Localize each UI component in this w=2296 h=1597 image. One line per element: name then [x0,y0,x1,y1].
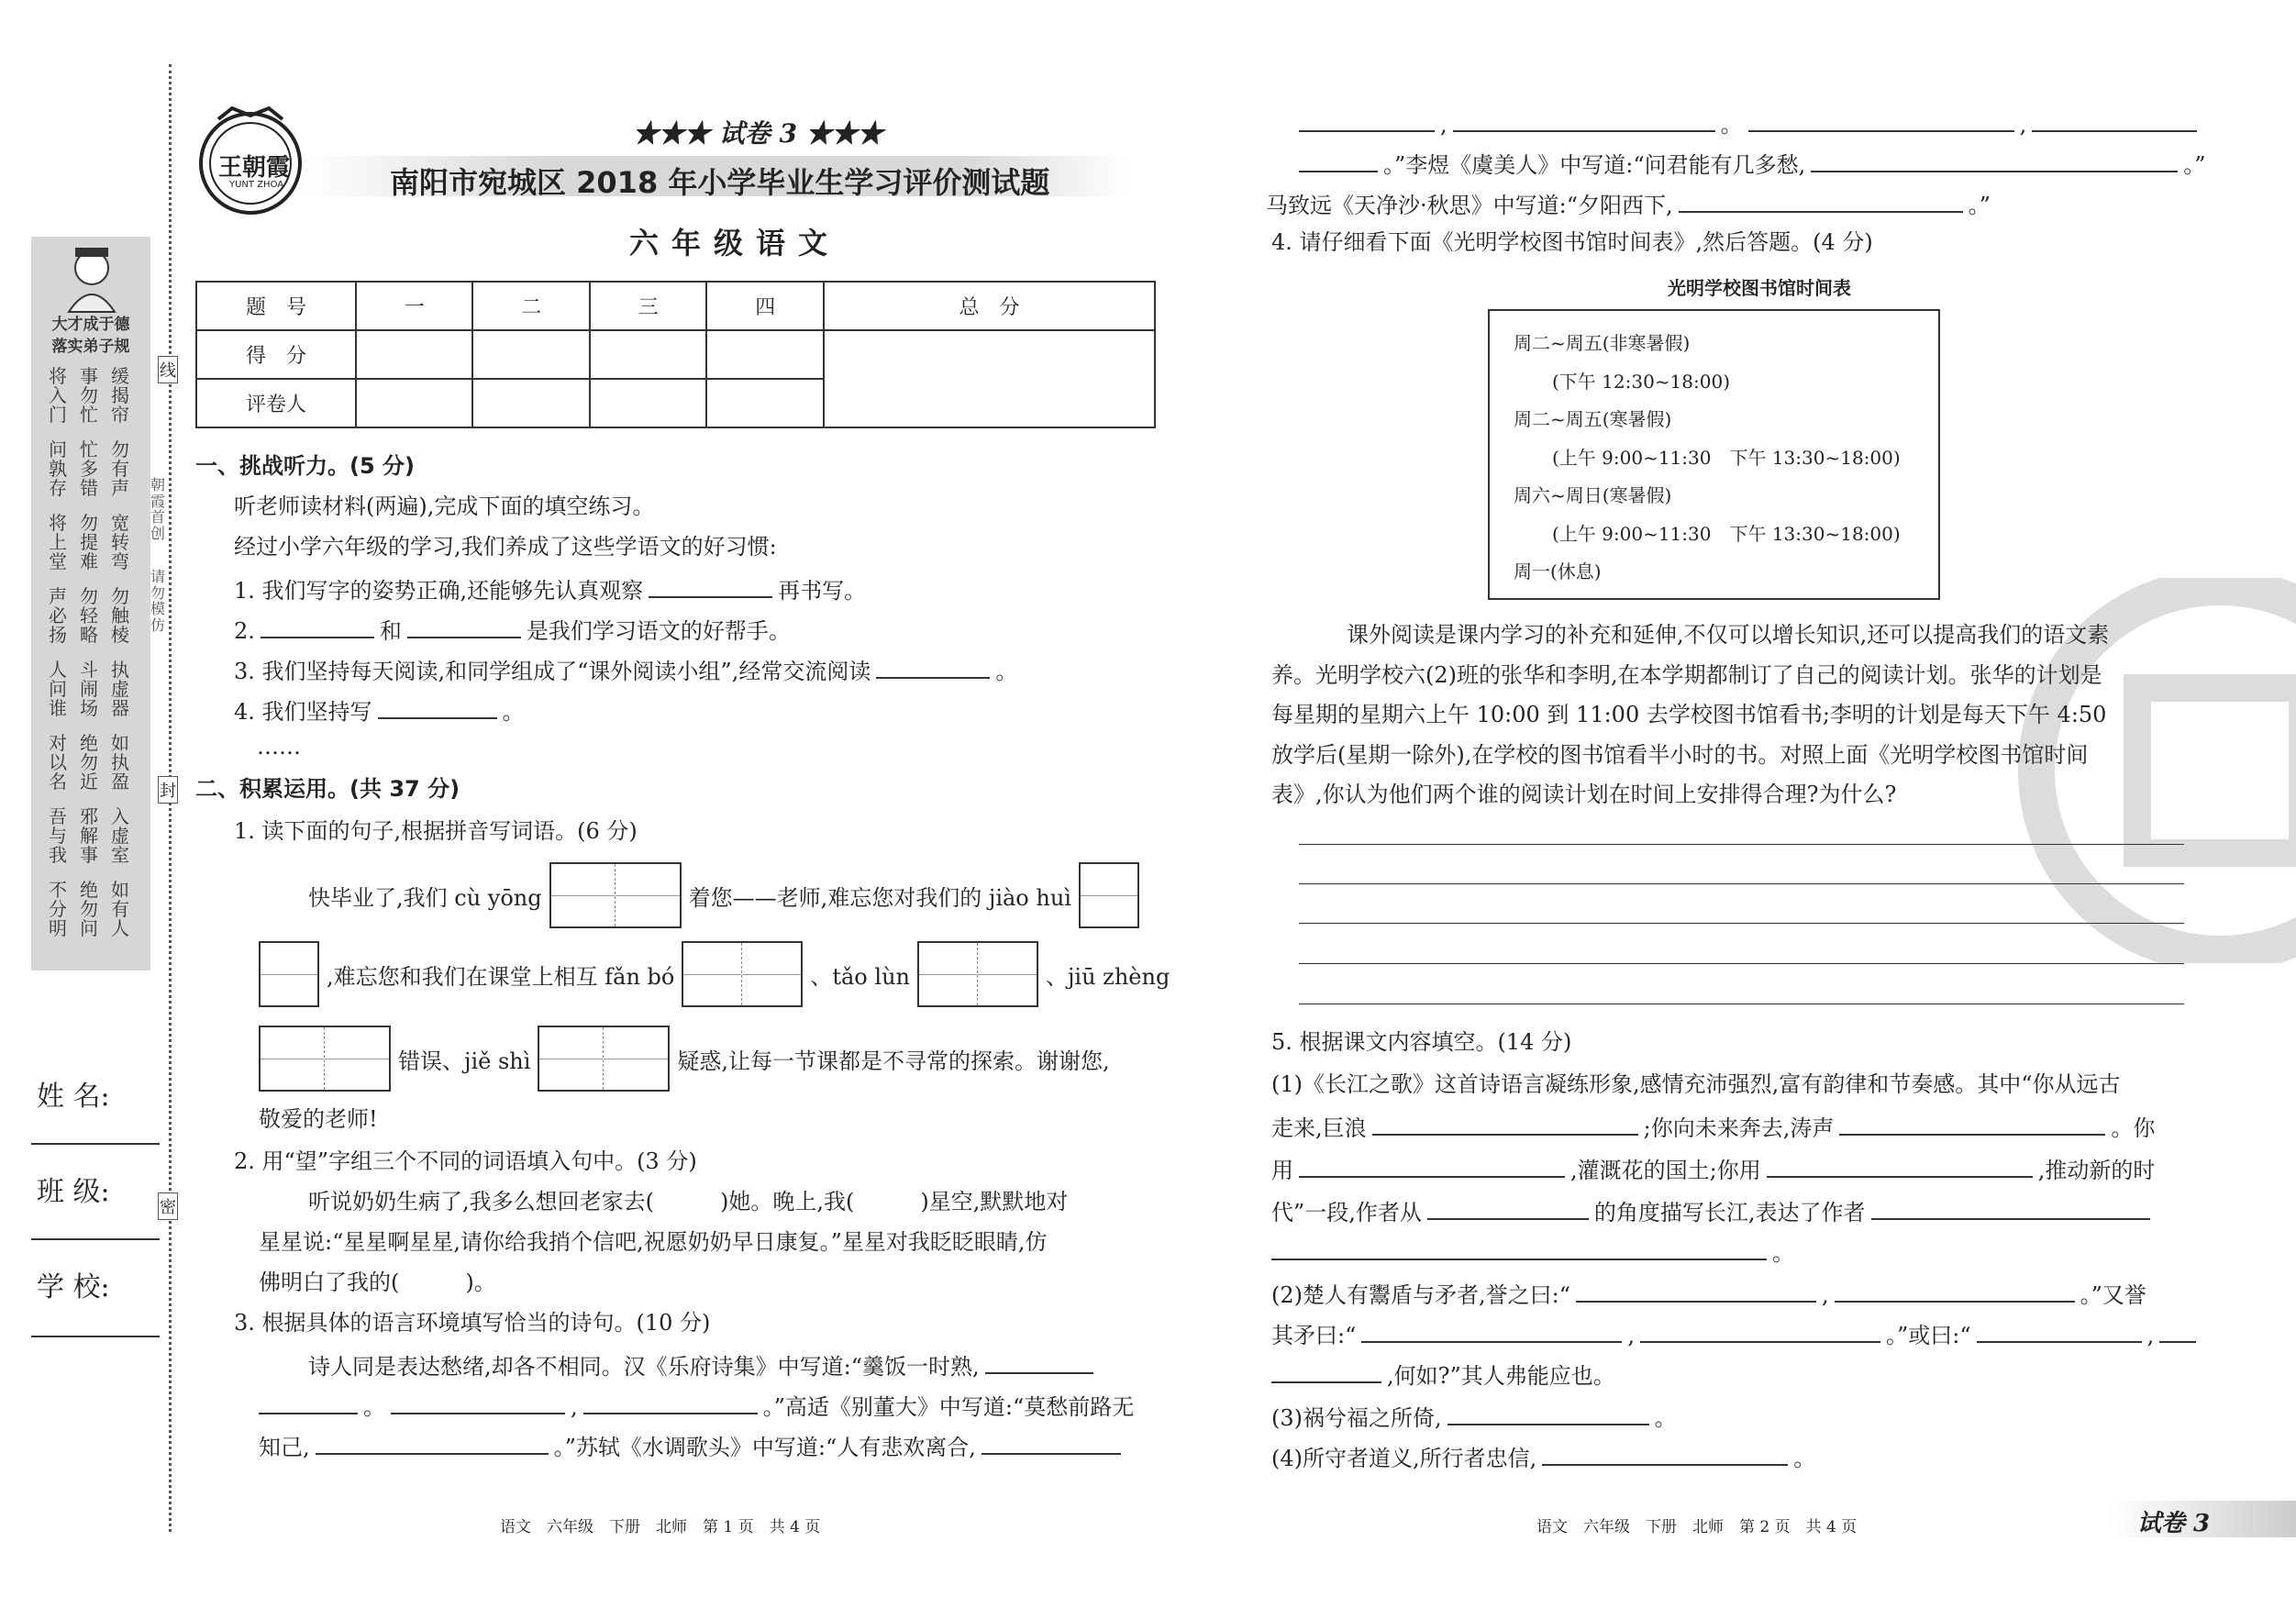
sec1-q4-text: 4. 我们坚持写 [234,699,372,725]
answer-blank[interactable] [1811,150,2178,172]
sec2-q1: 1. 读下面的句子,根据拼音写词语。(6 分) [234,818,638,844]
sidebar-verse: 吾与我 [49,805,67,866]
answer-blank[interactable] [982,1433,1121,1455]
q5-text: 其矛曰:“ [1271,1323,1357,1348]
sidebar-verse: 邪解事 [80,805,98,866]
answer-blank[interactable] [1299,110,1435,132]
sec1-q1 [234,576,866,602]
right-text: 。” [2183,152,2206,178]
answer-blank[interactable] [316,1433,549,1455]
q5-text: (3)祸兮福之所倚, [1271,1405,1442,1431]
grader-cell[interactable] [706,379,823,427]
q5-1-line-5 [1271,1238,1794,1264]
answer-blank[interactable] [1299,150,1378,172]
char-box-group[interactable] [549,862,682,928]
char-box-group[interactable] [1079,862,1139,928]
answer-blank[interactable] [1361,1321,1622,1343]
q5-text: 。 [1772,1240,1794,1266]
vertical-note-2: 请勿模仿 [150,568,166,634]
answer-blank[interactable] [1427,1198,1589,1220]
timetable-title: 光明学校图书馆时间表 [1668,277,1851,299]
sidebar-verse: 对以名 [49,732,67,793]
sidebar-verse: 忙多错 [80,438,98,499]
paragraph-line: 表》,你认为他们两个谁的阅读计划在时间上安排得合理?为什么? [1271,782,1897,807]
answer-blank[interactable] [1271,1238,1767,1260]
answer-blank[interactable] [378,697,497,719]
answer-blank[interactable] [876,657,990,679]
answer-blank[interactable] [649,576,772,598]
name-label: 姓 名: [37,1081,110,1113]
sec1-q3 [234,657,1017,682]
sec1-q2-end: 是我们学习语文的好帮手。 [526,618,791,644]
answer-line[interactable] [1299,963,2184,964]
school-label: 学 校: [37,1271,110,1303]
score-header-cell: 题 号 [196,282,356,330]
seal-mark-2: 封 [158,776,178,804]
sidebar-verse: 斗闹场 [80,659,98,719]
q5-text: 代”一段,作者从 [1271,1200,1422,1225]
sidebar-verse: 绝勿近 [80,732,98,793]
sidebar-motto-2: 落实弟子规 [51,338,130,356]
class-line [31,1238,160,1240]
pinyin-text: 错误、jiě shì [398,1048,531,1074]
q5-4-line [1271,1444,1815,1469]
answer-blank[interactable] [1640,1321,1880,1343]
seal-mark-1: 线 [158,356,178,383]
timetable-row: (上午 9:00~11:30 下午 13:30~18:00) [1552,446,1901,469]
timetable-row: (上午 9:00~11:30 下午 13:30~18:00) [1552,522,1901,545]
answer-blank[interactable] [1871,1198,2150,1220]
timetable-row: 周二~周五(非寒暑假) [1514,332,1691,354]
answer-blank[interactable] [261,616,374,638]
q5-text: 的角度描写长江,表达了作者 [1593,1200,1866,1225]
sidebar-verses [48,367,139,963]
sidebar-verse: 如执盈 [111,732,129,793]
sec2-q3-text: 。”高适《别董大》中写道:“莫愁前路无 [762,1394,1135,1420]
right-line-1: , 。 , [1299,110,2202,136]
sec1-q1-text: 1. 我们写字的姿势正确,还能够先认真观察 [234,578,644,604]
sec1-q2 [234,616,791,642]
grader-cell[interactable] [356,379,472,427]
answer-blank[interactable] [985,1352,1093,1374]
pinyin-text: 快毕业了,我们 cù yōng [308,884,542,911]
answer-blank[interactable] [407,616,521,638]
char-box-group[interactable] [538,1026,670,1092]
sec1-q2-num: 2. [234,618,255,644]
q5-text: (4)所守者道义,所行者忠信, [1271,1446,1537,1471]
score-header-cell: 三 [590,282,706,330]
footer-right: 语文 六年级 下册 北师 第 2 页 共 4 页 [1536,1518,1858,1536]
paragraph-line: 课外阅读是课内学习的补充和延伸,不仅可以增长知识,还可以提高我们的语文素 [1347,622,2110,648]
pinyin-text: 着您——老师,难忘您对我们的 jiào huì [688,884,1071,911]
subject-title: 六年级语文 [629,226,841,261]
timetable-row: 周二~周五(寒暑假) [1514,408,1672,430]
score-input-cell[interactable] [590,330,706,379]
sidebar-verse: 入虚室 [111,805,129,866]
answer-blank[interactable] [1835,1281,2075,1303]
q4-title: 4. 请仔细看下面《光明学校图书馆时间表》,然后答题。(4 分) [1271,229,1873,255]
sec1-q4 [234,697,525,723]
seal-mark-3: 密 [158,1192,178,1220]
pinyin-text: 、tǎo lùn [810,963,910,990]
score-header-cell: 四 [706,282,823,330]
q5-text: 。”又誉 [2080,1282,2146,1308]
char-box-group[interactable] [917,941,1038,1007]
sec2-p4: 敬爱的老师! [259,1106,378,1132]
footer-badge: 试卷 3 [2137,1510,2211,1537]
timetable-row: 周六~周日(寒暑假) [1514,484,1672,506]
sidebar-verse: 勿有声 [111,438,129,499]
logo-subtext: YUNT ZHOA [229,180,284,190]
sec2-q3-text: 知己, [259,1435,310,1460]
timetable-row: 周一(休息) [1514,560,1602,582]
answer-blank[interactable] [1679,191,1963,213]
sidebar-verse: 执虚器 [111,659,129,719]
score-header-cell: 一 [356,282,472,330]
q5-text: ;你向未来奔去,涛声 [1643,1115,1835,1141]
q5-text: 。 [1654,1405,1677,1431]
name-line [31,1143,160,1145]
paragraph-line: 放学后(星期一除外),在学校的图书馆看半小时的书。对照上面《光明学校图书馆时间 [1271,741,2089,768]
q5-text: 。”或曰:“ [1886,1323,1971,1348]
sec2-q2-text-1: 听说奶奶生病了,我多么想回老家去( )她。晚上,我( )星空,默默地对 [308,1189,1069,1214]
sidebar-verse: 声必扬 [49,585,67,646]
paragraph-line: 养。光明学校六(2)班的张华和李明,在本学期都制订了自己的阅读计划。张华的计划是 [1271,661,2102,688]
header-badge: ★★★ 试卷 3 ★★★ [633,118,883,149]
answer-blank[interactable] [1977,1321,2142,1343]
q5-text: (2)楚人有鬻盾与矛者,誉之曰:“ [1271,1282,1570,1308]
sec2-q3-text: 诗人同是表达愁绪,却各不相同。汉《乐府诗集》中写道:“羹饭一时熟, [308,1354,980,1380]
answer-blank[interactable] [1576,1281,1816,1303]
watermark-seal [2018,578,2296,963]
sec2-q3-text-1 [308,1352,1099,1378]
q5-2-line-3 [1271,1361,1615,1387]
section-1-title: 一、挑战听力。(5 分) [195,453,415,479]
q5-text: 用 [1271,1158,1293,1183]
sidebar-verse: 不分明 [49,879,67,939]
answer-blank[interactable] [1271,1361,1381,1383]
score-total-cell[interactable] [824,330,1155,427]
sec2-q3-text-2: 。 , 。”高适《别董大》中写道:“莫愁前路无 [259,1392,1134,1418]
sidebar-verse: 人问谁 [49,659,67,719]
q5-text: ,灌溉花的国土;你用 [1570,1158,1761,1183]
sec1-q4-end: 。 [502,699,525,725]
page-title: 南阳市宛城区 2018 年小学毕业生学习评价测试题 [390,165,1050,200]
sec2-q2-text-2: 星星说:“星星啊星星,请你给我捎个信吧,祝愿奶奶早日康复。”星星对我眨眨眼睛,仿 [259,1229,1048,1255]
score-header-cell: 二 [472,282,589,330]
sec1-q3-text: 3. 我们坚持每天阅读,和同学组成了“课外阅读小组”,经常交流阅读 [234,659,871,684]
char-box-group[interactable] [682,941,803,1007]
sidebar-verse: 勿轻略 [80,585,98,646]
pinyin-row-3 [259,1026,1110,1092]
sec1-intro: 听老师读材料(两遍),完成下面的填空练习。 [234,494,655,519]
grader-cell[interactable] [472,379,589,427]
q5-text: 走来,巨浪 [1271,1115,1367,1141]
q5-1-line-4 [1271,1198,2156,1224]
pinyin-text: ,难忘您和我们在课堂上相互 fǎn bó [327,963,675,990]
header-badge-text: 试卷 3 [718,118,797,149]
sec1-lead: 经过小学六年级的学习,我们养成了这些学语文的好习惯: [234,534,777,560]
pinyin-text: 疑惑,让每一节课都是不寻常的探索。谢谢您, [677,1048,1110,1074]
q5-1-line-1: (1)《长江之歌》这首诗语言凝练形象,感情充沛强烈,富有韵律和节奏感。其中“你从远古 [1271,1071,2121,1097]
answer-blank[interactable] [1453,110,1715,132]
answer-blank[interactable] [2159,1321,2196,1343]
answer-blank[interactable] [2032,110,2197,132]
right-text: 。”李煜《虞美人》中写道:“问君能有几多愁, [1383,152,1806,178]
sec2-q2-text-3: 佛明白了我的( )。 [259,1270,496,1295]
sidebar-verse: 勿触棱 [111,585,129,646]
right-line-2 [1299,150,2206,176]
answer-blank[interactable] [583,1392,758,1414]
char-box-group[interactable] [259,1026,391,1092]
q5-title: 5. 根据课文内容填空。(14 分) [1271,1029,1572,1055]
score-table [195,281,1156,428]
q5-text: ,推动新的时 [2037,1158,2156,1183]
sidebar-verse: 缓揭帘 [111,365,129,426]
sec2-q2: 2. 用“望”字组三个不同的词语填入句中。(3 分) [234,1148,697,1174]
sidebar-verse: 宽转弯 [111,512,129,572]
section-2-title: 二、积累运用。(共 37 分) [195,776,460,802]
q5-text: ,何如?”其人弗能应也。 [1387,1363,1615,1389]
q5-1-line-3 [1271,1156,2155,1181]
answer-blank[interactable] [1767,1156,2033,1178]
sec2-q3-text-3 [259,1433,1126,1458]
answer-blank[interactable] [1447,1403,1649,1425]
right-line-3 [1266,191,1991,216]
q5-2-line-2: 其矛曰:“ , 。”或曰:“ , [1271,1321,2202,1347]
q5-3-line [1271,1403,1677,1429]
sidebar-verse: 问孰存 [49,438,67,499]
sec1-q1-end: 再书写。 [778,578,867,604]
answer-blank[interactable] [391,1392,565,1414]
sidebar-verse: 将上堂 [49,512,67,572]
school-line [31,1336,160,1337]
sec1-q3-end: 。 [995,659,1018,684]
class-label: 班 级: [37,1176,110,1208]
score-header-cell: 总 分 [824,282,1155,330]
vertical-note-1: 朝霞首创 [150,476,166,542]
answer-blank[interactable] [1372,1114,1638,1136]
char-box-group[interactable] [259,941,319,1007]
paragraph-line: 每星期的星期六上午 10:00 到 11:00 去学校图书馆看书;李明的计划是每天下午 4:50 [1271,702,2107,727]
q5-1-line-2 [1271,1114,2155,1139]
answer-blank[interactable] [1748,110,2014,132]
sidebar-verse: 事勿忙 [80,365,98,426]
score-input-cell[interactable] [706,330,823,379]
timetable-row: (下午 12:30~18:00) [1552,370,1730,393]
sidebar-portrait [55,240,128,314]
sidebar-verse: 将入门 [49,365,67,426]
logo-text: 王朝霞 [218,154,291,182]
q5-2-line-1: (2)楚人有鬻盾与矛者,誉之曰:“ , 。”又誉 [1271,1282,2146,1308]
sec1-q2-and: 和 [379,618,402,644]
q5-text: 。 [1793,1446,1816,1471]
sec2-q3-text: 。”苏轼《水调歌头》中写道:“人有悲欢离合, [553,1435,976,1460]
score-row-label: 评卷人 [196,379,356,427]
grader-cell[interactable] [590,379,706,427]
q5-text: 。你 [2111,1115,2156,1141]
score-row-label: 得 分 [196,330,356,379]
sec1-ellipsis: …… [257,734,301,760]
pinyin-row-2 [259,941,1170,1007]
sidebar-verse: 绝勿问 [80,879,98,939]
pinyin-text: 、jiū zhèng [1045,963,1170,990]
pinyin-row-1 [308,862,1139,928]
punct: 。 [1720,112,1743,138]
sidebar-verse: 如有人 [111,879,129,939]
answer-blank[interactable] [259,1392,358,1414]
answer-blank[interactable] [1839,1114,2105,1136]
sec2-q3: 3. 根据具体的语言环境填写恰当的诗句。(10 分) [234,1310,711,1336]
footer-left: 语文 六年级 下册 北师 第 1 页 共 4 页 [500,1518,821,1536]
punct: 。 [363,1394,385,1420]
score-input-cell[interactable] [472,330,589,379]
sidebar-verse: 勿提难 [80,512,98,572]
right-text: 。” [1968,193,1991,218]
score-input-cell[interactable] [356,330,472,379]
sidebar-motto-1: 大才成于德 [51,316,130,334]
answer-blank[interactable] [1542,1444,1788,1466]
right-text: 马致远《天净沙·秋思》中写道:“夕阳西下, [1266,193,1673,218]
answer-blank[interactable] [1299,1156,1565,1178]
